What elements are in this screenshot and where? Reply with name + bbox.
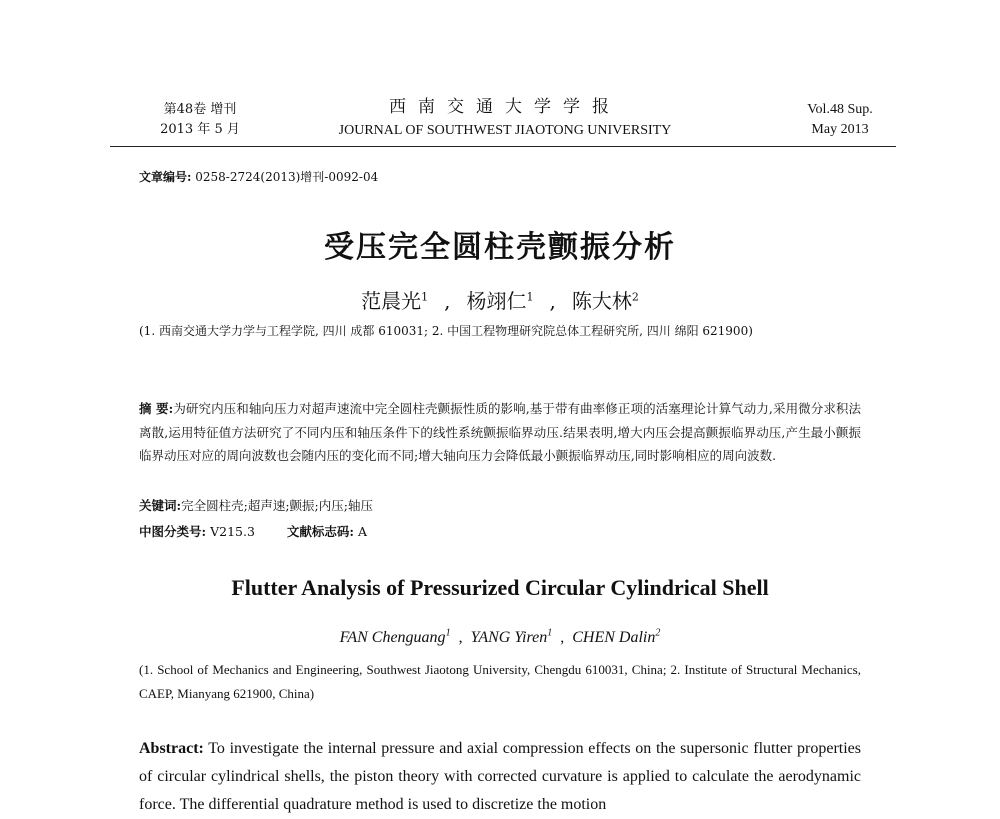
abstract-en-label: Abstract: [139,740,204,757]
title-cn: 受压完全圆柱壳颤振分析 [324,230,676,265]
affiliation-en: (1. School of Mechanics and Engineering, Southwest Jiaotong University, Chengdu 610031, China; 2. Institute of Structural Mechanics, CAEP, Mianyang 621900, China) [139,662,861,701]
abstract-cn-label: 摘 要: [139,401,174,416]
author-cn: 陈大林$^2$ [571,289,639,313]
date-cn: 2013 年 5 月 [160,122,240,137]
journal-name-en: JOURNAL OF SOUTHWEST JIAOTONG UNIVERSITY [338,123,672,138]
author-cn: 范晨光$^1$ [361,289,429,313]
volume-en: Vol.48 Sup. [807,102,873,117]
author-en: CHEN Dalin$^2$ [572,628,661,647]
title-en: Flutter Analysis of Pressurized Circular Cylindrical Shell [231,575,769,600]
keywords-cn-label: 关键词: [139,498,182,513]
author-en: YANG Yiren$^1$ [470,628,553,647]
classification [139,522,861,540]
abstract-en [139,735,861,819]
author-en: FAN Chenguang$^1$ [339,628,451,647]
date-en: May 2013 [811,122,869,137]
journal-header [280,95,730,141]
journal-name-cn: 西南交通大学学报 [389,97,621,117]
article-number [139,168,378,185]
article-number-value: 0258-2724(2013)增刊-0092-04 [195,170,379,184]
clc-label: 中图分类号: [139,524,207,539]
authors-cn: 范晨光$^1$ , 杨翊仁$^1$ , 陈大林$^2$ [361,289,639,313]
volume-cn: 第48卷 增刊 [163,102,237,117]
clc-value: V215.3 [210,524,255,539]
author-cn: 杨翊仁$^1$ [466,289,534,313]
authors-en: FAN Chenguang$^1$ , YANG Yiren$^1$ , CHEN Dalin$^2$ [339,628,661,647]
article-number-label: 文章编号: [139,170,192,184]
doc-code-value: A [358,524,368,539]
abstract-cn [139,397,861,468]
header-rule [110,146,896,147]
doc-code-label: 文献标志码: [286,524,355,539]
header-volume-cn [110,100,290,140]
keywords-cn-text: 完全圆柱壳;超声速;颤振;内压;轴压 [181,498,373,513]
keywords-cn [139,496,861,514]
affiliation-cn: (1. 西南交通大学力学与工程学院, 四川 成都 610031; 2. 中国工程物理研究院总体工程研究所, 四川 绵阳 621900) [139,324,753,338]
abstract-en-text: To investigate the internal pressure and axial compression effects on the supersonic flutter properties of circular cylindrical shells, the piston theory with corrected curvature is applied to calculate the aerodynamic force. The differential quadrature method is used to discretize the motion [139,740,861,813]
header-volume-en [770,100,910,140]
abstract-cn-text: 为研究内压和轴向压力对超声速流中完全圆柱壳颤振性质的影响,基于带有曲率修正项的活塞理论计算气动力,采用微分求积法离散,运用特征值方法研究了不同内压和轴压条件下的线性系统颤振临界动压.结果表明,增大内压会提高颤振临界动压,产生最小颤振临界动压对应的周向波数也会随内压的变化而不同;增大轴向压力会降低最小颤振临界动压,同时影响相应的周向波数. [139,401,862,463]
